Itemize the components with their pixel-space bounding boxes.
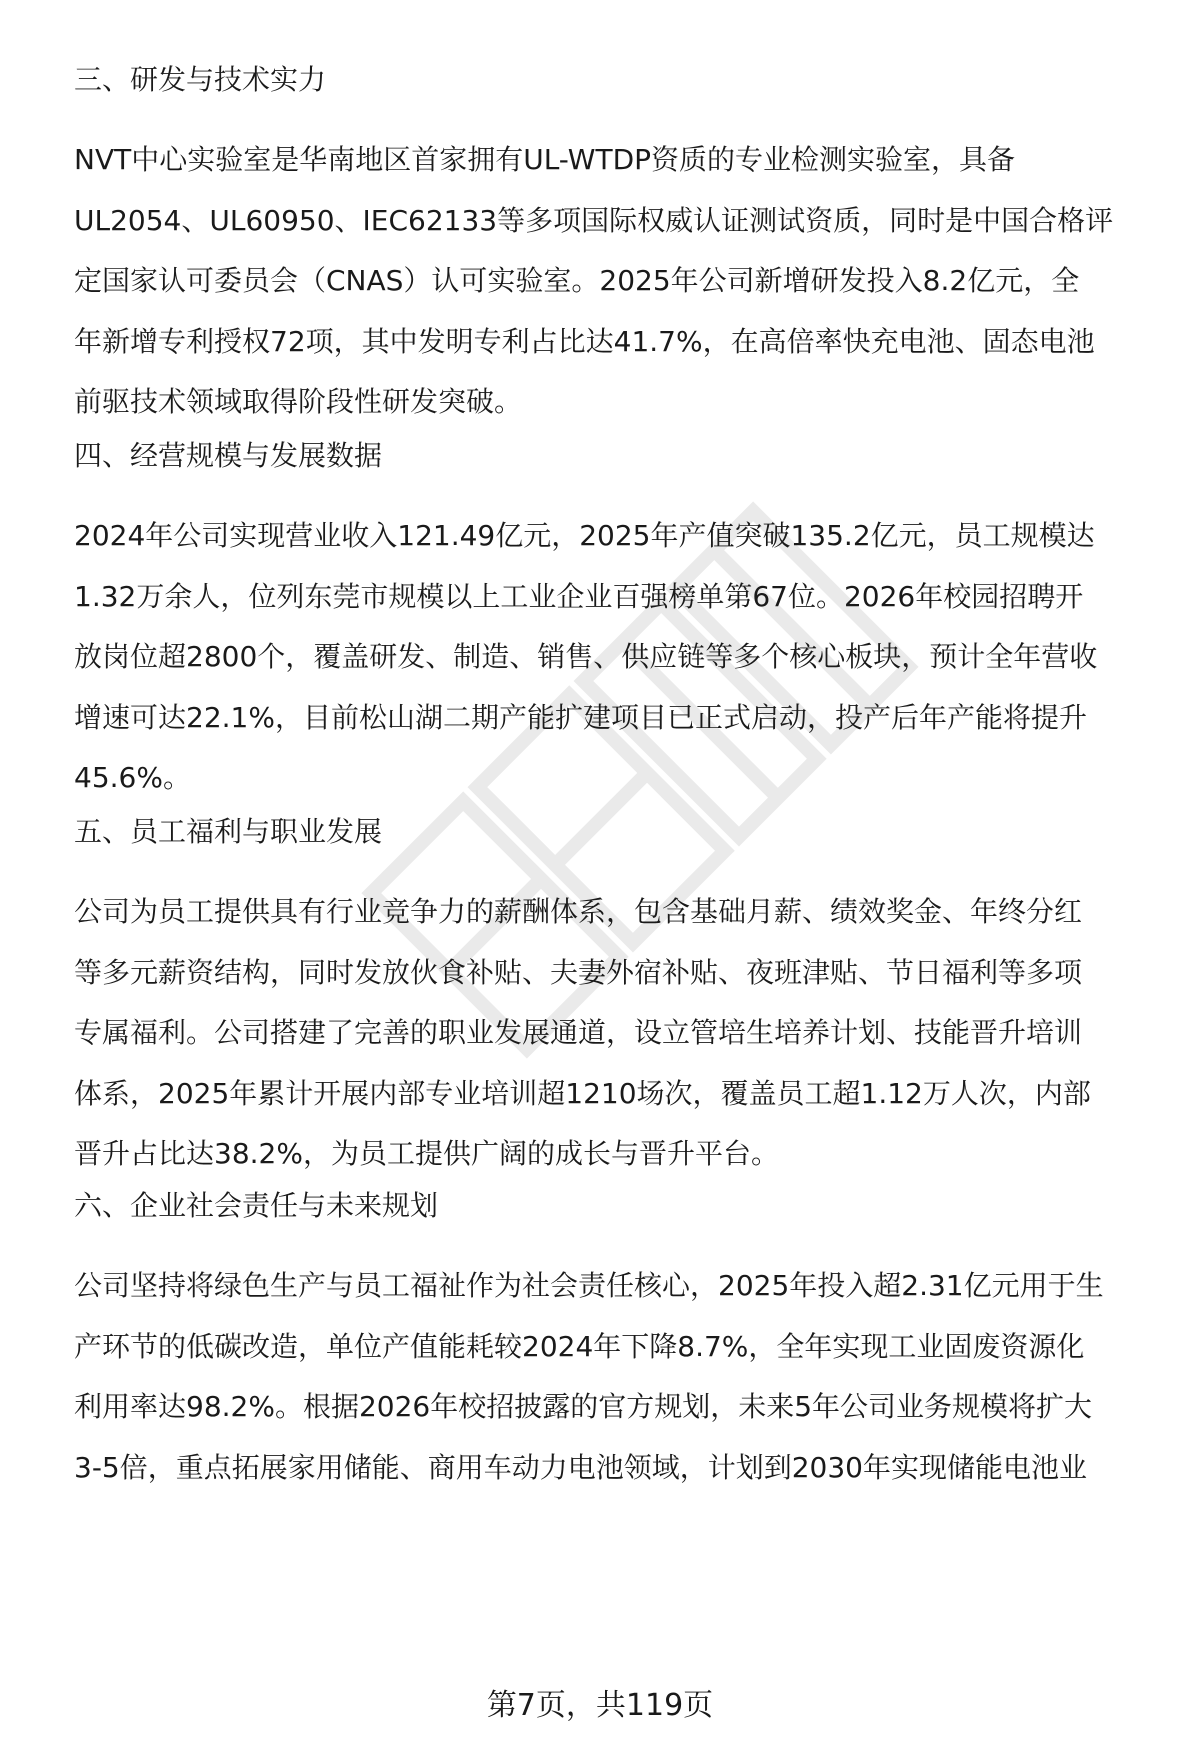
paragraph-line: 公司为员工提供具有行业竞争力的薪酬体系，包含基础月薪、绩效奖金、年终分红 bbox=[74, 895, 1083, 928]
paragraph-line: 利用率达98.2%。根据2026年校招披露的官方规划，未来5年公司业务规模将扩大 bbox=[74, 1390, 1093, 1423]
paragraph-line: 专属福利。公司搭建了完善的职业发展通道，设立管培生培养计划、技能晋升培训 bbox=[74, 1016, 1083, 1049]
section-paragraph-welfare bbox=[74, 882, 1164, 1185]
paragraph-line: 3-5倍，重点拓展家用储能、商用车动力电池领域，计划到2030年实现储能电池业 bbox=[74, 1450, 1087, 1484]
paragraph-line: 晋升占比达38.2%，为员工提供广阔的成长与晋升平台。 bbox=[74, 1137, 779, 1170]
paragraph-line: UL2054、UL60950、IEC62133等多项国际权威认证测试资质，同时是中国合格评 bbox=[74, 203, 1114, 237]
paragraph-line: 等多元薪资结构，同时发放伙食补贴、夫妻外宿补贴、夜班津贴、节日福利等多项 bbox=[74, 955, 1083, 989]
page-footer: 第7页，共119页 bbox=[486, 1688, 714, 1723]
section-heading-welfare: 五、员工福利与职业发展 bbox=[74, 815, 383, 848]
section-paragraph-rd bbox=[74, 130, 1164, 433]
paragraph-line: 放岗位超2800个，覆盖研发、制造、销售、供应链等多个核心板块，预计全年营收 bbox=[74, 640, 1098, 673]
paragraph-line: 定国家认可委员会（CNAS）认可实验室。2025年公司新增研发投入8.2亿元，全 bbox=[74, 264, 1080, 297]
paragraph-line: 前驱技术领域取得阶段性研发突破。 bbox=[74, 385, 523, 418]
paragraph-line: 增速可达22.1%，目前松山湖二期产能扩建项目已正式启动，投产后年产能将提升 bbox=[74, 700, 1087, 734]
paragraph-line: 2024年公司实现营业收入121.49亿元，2025年产值突破135.2亿元，员工规模达 bbox=[74, 519, 1095, 552]
paragraph-line: 公司坚持将绿色生产与员工福祉作为社会责任核心，2025年投入超2.31亿元用于生 bbox=[74, 1269, 1104, 1302]
section-heading-csr: 六、企业社会责任与未来规划 bbox=[74, 1189, 439, 1222]
section-heading-rd: 三、研发与技术实力 bbox=[74, 63, 327, 96]
paragraph-line: 45.6%。 bbox=[74, 761, 191, 794]
paragraph-line: 体系，2025年累计开展内部专业培训超1210场次，覆盖员工超1.12万人次，内部 bbox=[74, 1076, 1091, 1110]
section-paragraph-csr bbox=[74, 1256, 1164, 1498]
paragraph-line: NVT中心实验室是华南地区首家拥有UL-WTDP资质的专业检测实验室，具备 bbox=[74, 143, 1016, 176]
section-paragraph-operations bbox=[74, 506, 1164, 809]
paragraph-line: 1.32万余人，位列东莞市规模以上工业企业百强榜单第67位。2026年校园招聘开 bbox=[74, 579, 1084, 613]
paragraph-line: 年新增专利授权72项，其中发明专利占比达41.7%，在高倍率快充电池、固态电池 bbox=[74, 324, 1095, 358]
paragraph-line: 产环节的低碳改造，单位产值能耗较2024年下降8.7%，全年实现工业固废资源化 bbox=[74, 1329, 1085, 1363]
document-page bbox=[74, 0, 1164, 1755]
section-heading-operations: 四、经营规模与发展数据 bbox=[74, 439, 383, 472]
